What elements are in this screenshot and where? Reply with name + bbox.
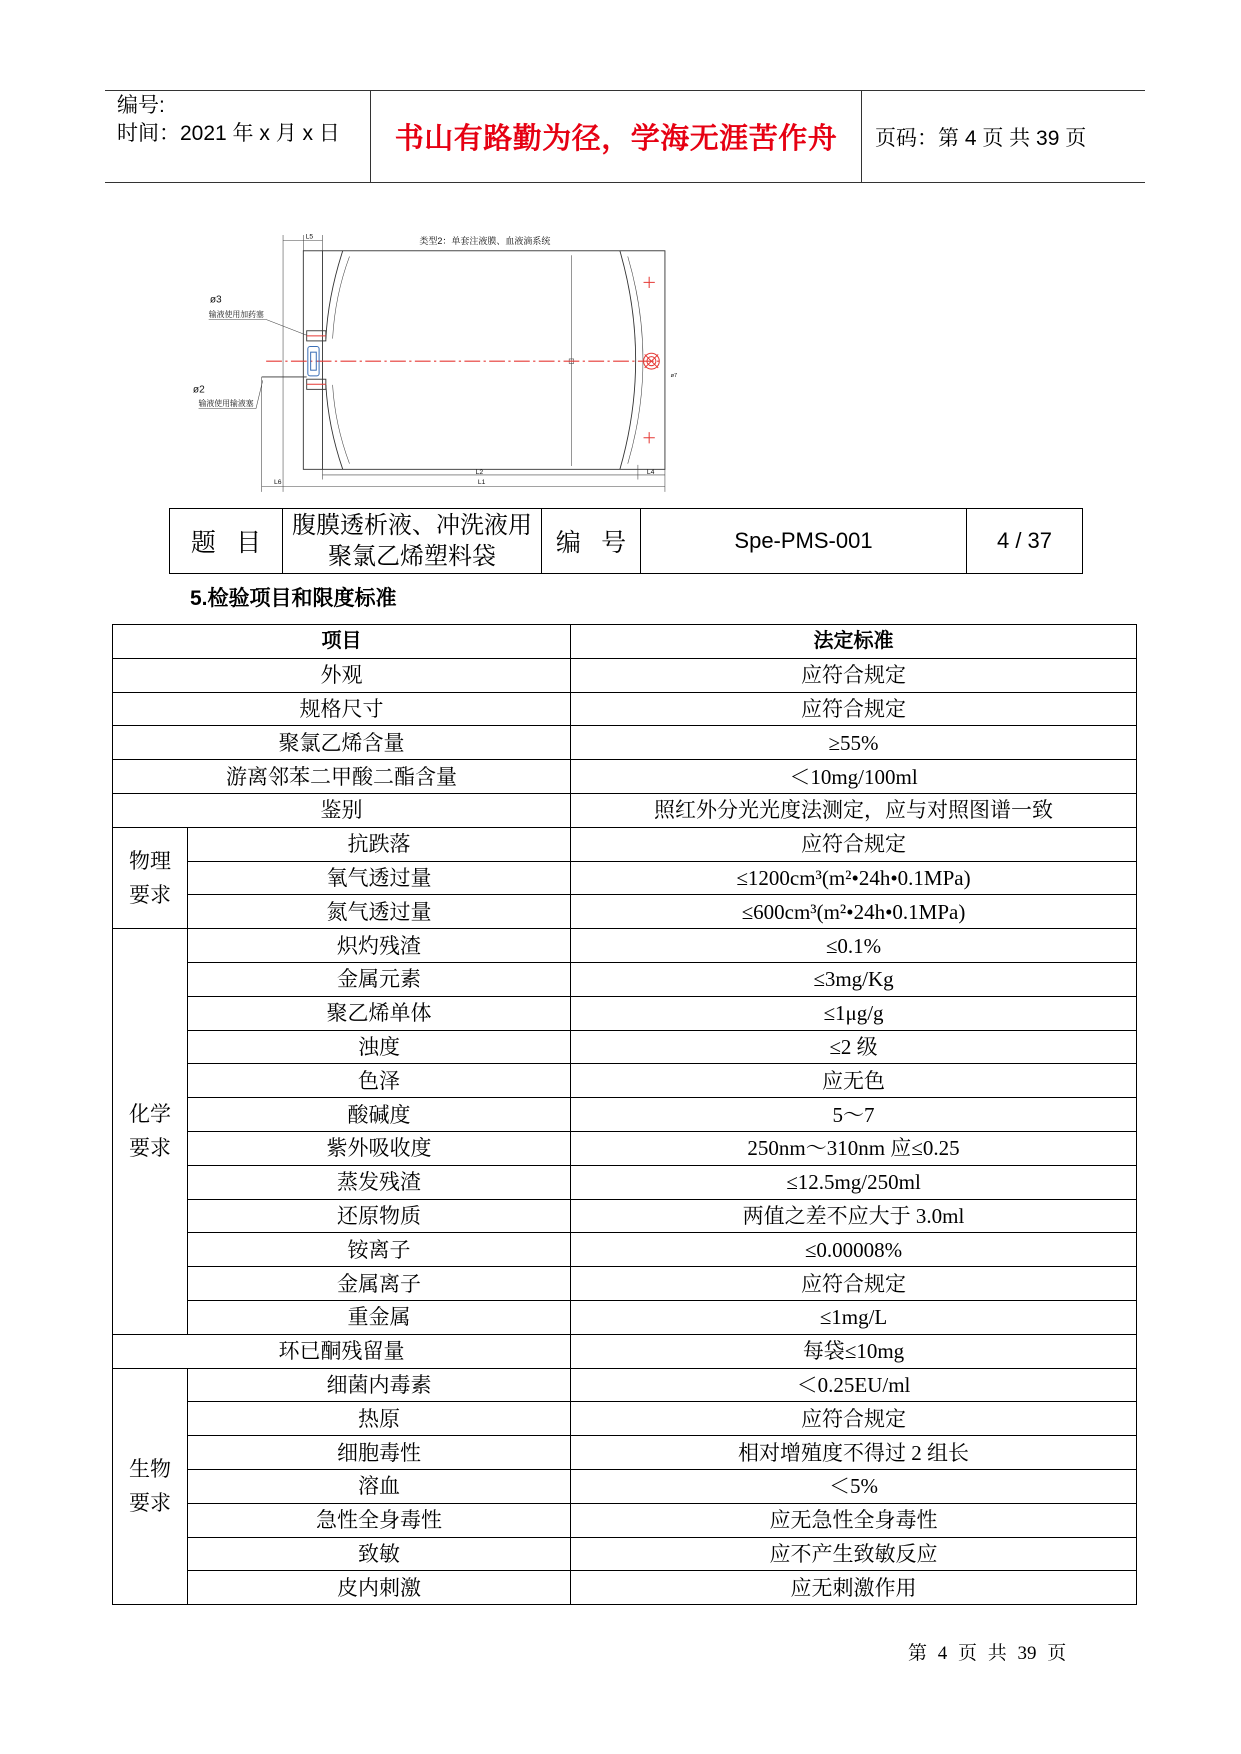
group-label-text: 化学要求 [129, 1102, 171, 1161]
diagram-title: 类型2：单套注液膜、血液滴系统 [419, 236, 551, 247]
document-info-box [169, 508, 1083, 574]
item-cell: 抗跌落 [188, 827, 571, 861]
standard-cell: ＜10mg/100ml [571, 760, 1137, 794]
item-cell: 热原 [188, 1402, 571, 1436]
table-row [113, 1436, 1137, 1470]
item-cell: 金属离子 [188, 1267, 571, 1301]
port-3-size: ø3 [209, 294, 222, 306]
group-label-text: 物理要求 [129, 848, 171, 907]
bag-diagram [180, 226, 688, 502]
label-hole: ø7 [670, 372, 678, 379]
item-cell: 色泽 [188, 1064, 571, 1098]
table-row [113, 1267, 1137, 1301]
page-header [105, 90, 1145, 183]
table-row [113, 726, 1137, 760]
item-cell: 外观 [113, 658, 571, 692]
standard-cell: 每袋≤10mg [571, 1334, 1137, 1368]
standard-cell: 两值之差不应大于 3.0ml [571, 1199, 1137, 1233]
header-page-label: 页码：第 4 页 共 39 页 [875, 126, 1087, 150]
standard-cell: ≥55% [571, 726, 1137, 760]
group-label-physical [113, 827, 188, 928]
table-row [113, 1300, 1137, 1334]
section-heading: 5.检验项目和限度标准 [190, 587, 397, 610]
title-label: 题 目 [170, 509, 283, 574]
motto: 书山有路勤为径，学海无涯苦作舟 [394, 123, 838, 155]
table-row [113, 658, 1137, 692]
document-title [283, 509, 542, 574]
table-row [113, 692, 1137, 726]
standard-cell: 应符合规定 [571, 827, 1137, 861]
standard-cell: 250nm～310nm 应≤0.25 [571, 1131, 1137, 1165]
code-label: 编 号 [542, 509, 641, 574]
group-label-biological [113, 1368, 188, 1605]
item-cell: 酸碱度 [188, 1098, 571, 1132]
standard-cell: 相对增殖度不得过 2 组长 [571, 1436, 1137, 1470]
document-code: Spe-PMS-001 [641, 509, 967, 574]
header-meta [105, 91, 370, 182]
item-cell: 金属元素 [188, 962, 571, 996]
item-cell: 铵离子 [188, 1233, 571, 1267]
left-seam-upper-inner [333, 256, 350, 338]
table-row [113, 1199, 1137, 1233]
standard-cell: 照红外分光光度法测定，应与对照图谱一致 [571, 793, 1137, 827]
standard-cell: 应符合规定 [571, 1267, 1137, 1301]
table-header-row [113, 625, 1137, 659]
standard-cell: ≤1mg/L [571, 1300, 1137, 1334]
table-row [113, 962, 1137, 996]
item-cell: 紫外吸收度 [188, 1131, 571, 1165]
item-cell: 游离邻苯二甲酸二酯含量 [113, 760, 571, 794]
standard-cell: 应符合规定 [571, 692, 1137, 726]
standard-cell: ≤1200cm³(m²•24h•0.1MPa) [571, 861, 1137, 895]
right-seam [620, 251, 636, 470]
item-cell: 规格尺寸 [113, 692, 571, 726]
table-row [113, 1030, 1137, 1064]
group-label-chemical [113, 929, 188, 1335]
plus-mark-bottom [644, 432, 655, 443]
table-row [113, 1064, 1137, 1098]
label-l2: L2 [475, 468, 484, 476]
standard-cell: ≤0.1% [571, 929, 1137, 963]
leader-line-port-3 [209, 320, 307, 336]
table-row [113, 1402, 1137, 1436]
item-cell: 聚乙烯单体 [188, 996, 571, 1030]
table-row [113, 1503, 1137, 1537]
standard-cell: ≤12.5mg/250ml [571, 1165, 1137, 1199]
group-label-text: 生物要求 [129, 1457, 171, 1516]
standard-cell: 应不产生致敏反应 [571, 1537, 1137, 1571]
item-cell: 蒸发残渣 [188, 1165, 571, 1199]
page-footer: 第 4 页 共 39 页 [908, 1643, 1067, 1664]
standard-cell: 5～7 [571, 1098, 1137, 1132]
left-seam-lower-inner [333, 385, 350, 464]
table-row [113, 1571, 1137, 1605]
label-l5: L5 [305, 233, 314, 241]
header-motto-cell [370, 91, 861, 182]
bag-outline [303, 251, 665, 470]
item-cell: 还原物质 [188, 1199, 571, 1233]
table-row [113, 1537, 1137, 1571]
standard-cell: 应无色 [571, 1064, 1137, 1098]
standard-cell: ＜0.25EU/ml [571, 1368, 1137, 1402]
standard-cell: ≤600cm³(m²•24h•0.1MPa) [571, 895, 1137, 929]
table-row [113, 929, 1137, 963]
table-row [113, 760, 1137, 794]
port-2-name: 输液使用输液塞 [198, 399, 254, 409]
item-cell: 重金属 [188, 1300, 571, 1334]
item-cell: 浊度 [188, 1030, 571, 1064]
port-2-size: ø2 [192, 384, 205, 396]
header-page-cell [861, 91, 1145, 182]
doc-number-label: 编号: [117, 94, 165, 117]
table-row [113, 827, 1137, 861]
left-seam-lower [326, 385, 343, 469]
table-row [113, 1334, 1137, 1368]
document-info-row [170, 509, 1083, 574]
item-cell: 溶血 [188, 1469, 571, 1503]
port-3-name: 输液使用加药塞 [208, 310, 264, 320]
standard-cell: ≤3mg/Kg [571, 962, 1137, 996]
item-cell: 聚氯乙烯含量 [113, 726, 571, 760]
table-row [113, 1469, 1137, 1503]
item-cell: 环已酮残留量 [113, 1334, 571, 1368]
item-cell: 细胞毒性 [188, 1436, 571, 1470]
table-row [113, 861, 1137, 895]
item-cell: 氧气透过量 [188, 861, 571, 895]
table-row [113, 1233, 1137, 1267]
standard-cell: ＜5% [571, 1469, 1137, 1503]
item-cell: 急性全身毒性 [188, 1503, 571, 1537]
standard-cell: ≤2 级 [571, 1030, 1137, 1064]
table-row [113, 1368, 1137, 1402]
plus-mark-top [644, 277, 655, 288]
column-header-item: 项目 [113, 625, 571, 659]
document-page: 4 / 37 [967, 509, 1083, 574]
table-row [113, 1098, 1137, 1132]
document-title-line-1: 腹膜透析液、冲洗液用 [292, 512, 532, 539]
label-l6: L6 [274, 478, 282, 486]
spec-table [112, 624, 1137, 1605]
standard-cell: ≤0.00008% [571, 1233, 1137, 1267]
standard-cell: 应无急性全身毒性 [571, 1503, 1137, 1537]
standard-cell: 应符合规定 [571, 1402, 1137, 1436]
item-cell: 氮气透过量 [188, 895, 571, 929]
item-cell: 皮内刺激 [188, 1571, 571, 1605]
column-header-standard: 法定标准 [571, 625, 1137, 659]
item-cell: 炽灼残渣 [188, 929, 571, 963]
label-l4: L4 [646, 468, 655, 476]
table-row [113, 996, 1137, 1030]
item-cell: 致敏 [188, 1537, 571, 1571]
document-title-line-2: 聚氯乙烯塑料袋 [328, 543, 496, 570]
standard-cell: 应符合规定 [571, 658, 1137, 692]
table-row [113, 1131, 1137, 1165]
date-label: 时间：2021 年 x 月 x 日 [117, 122, 340, 145]
table-row [113, 793, 1137, 827]
table-row [113, 1165, 1137, 1199]
item-cell: 鉴别 [113, 793, 571, 827]
standard-cell: 应无刺激作用 [571, 1571, 1137, 1605]
table-row [113, 895, 1137, 929]
item-cell: 细菌内毒素 [188, 1368, 571, 1402]
left-seam-upper [326, 251, 343, 339]
standard-cell: ≤1μg/g [571, 996, 1137, 1030]
label-l1: L1 [477, 478, 486, 486]
